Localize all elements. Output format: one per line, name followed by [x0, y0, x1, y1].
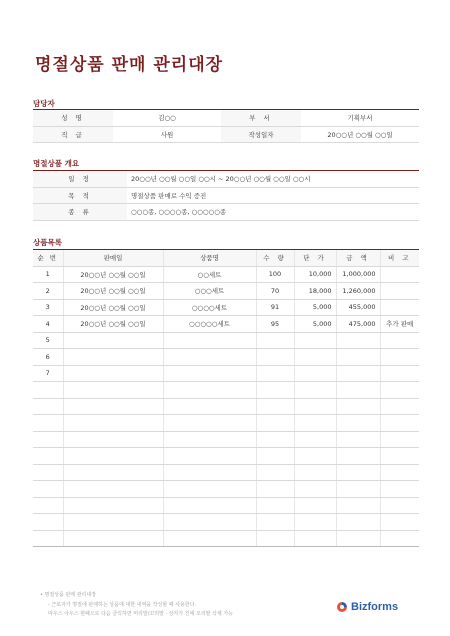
cell-remarks[interactable]: [380, 266, 419, 283]
cell-product-name[interactable]: ○○○세트: [163, 283, 256, 300]
cell-no[interactable]: [33, 431, 63, 448]
cell-sale-date[interactable]: [63, 382, 163, 399]
cell-remarks[interactable]: [380, 283, 419, 300]
cell-quantity[interactable]: [256, 382, 294, 399]
cell-amount[interactable]: [336, 448, 380, 465]
cell-quantity[interactable]: 100: [256, 266, 294, 283]
cell-quantity[interactable]: [256, 415, 294, 432]
cell-amount[interactable]: [336, 382, 380, 399]
cell-quantity[interactable]: [256, 514, 294, 531]
cell-amount[interactable]: [336, 497, 380, 514]
cell-unit-price[interactable]: [294, 464, 336, 481]
cell-sale-date[interactable]: [63, 448, 163, 465]
cell-product-name[interactable]: [163, 464, 256, 481]
cell-no[interactable]: [33, 398, 63, 415]
cell-unit-price[interactable]: 18,000: [294, 283, 336, 300]
cell-amount[interactable]: [336, 365, 380, 382]
table-row: [33, 514, 419, 531]
footer-note-title: • 명절상품 판매 관리대장: [40, 592, 97, 598]
cell-amount[interactable]: 1,260,000: [336, 283, 380, 300]
header-sale-date: 판매일: [63, 250, 163, 266]
manager-table: [33, 110, 419, 143]
cell-sale-date[interactable]: [63, 365, 163, 382]
page-title: 명절상품 판매 관리대장: [35, 55, 224, 75]
bizforms-logo-text: Bizforms: [351, 601, 399, 613]
date-value[interactable]: 20○○년 ○○월 ○○일: [301, 126, 419, 143]
table-row: [33, 349, 419, 366]
cell-amount[interactable]: 1,000,000: [336, 266, 380, 283]
name-value[interactable]: 김○○: [113, 110, 221, 126]
rank-value[interactable]: 사원: [113, 126, 221, 143]
cell-quantity[interactable]: [256, 530, 294, 547]
cell-quantity[interactable]: 70: [256, 283, 294, 300]
cell-quantity[interactable]: [256, 365, 294, 382]
cell-remarks[interactable]: [380, 398, 419, 415]
header-unit-price: 단 가: [294, 250, 336, 266]
cell-no[interactable]: 5: [33, 332, 63, 349]
cell-unit-price[interactable]: 5,000: [294, 316, 336, 333]
cell-unit-price[interactable]: [294, 530, 336, 547]
cell-product-name[interactable]: [163, 530, 256, 547]
cell-remarks[interactable]: [380, 481, 419, 498]
cell-amount[interactable]: [336, 464, 380, 481]
cell-remarks[interactable]: [380, 514, 419, 531]
cell-amount[interactable]: 455,000: [336, 299, 380, 316]
bizforms-logo-icon: [336, 601, 348, 613]
cell-remarks[interactable]: [380, 497, 419, 514]
type-value[interactable]: ○○○종, ○○○○종, ○○○○○종: [127, 204, 419, 221]
cell-amount[interactable]: [336, 514, 380, 531]
header-remarks: 비 고: [380, 250, 419, 266]
table-row: [33, 398, 419, 415]
cell-sale-date[interactable]: [63, 431, 163, 448]
products-section-label: 상품목록: [33, 238, 62, 247]
cell-unit-price[interactable]: 5,000: [294, 299, 336, 316]
cell-amount[interactable]: [336, 398, 380, 415]
cell-no[interactable]: 6: [33, 349, 63, 366]
cell-sale-date[interactable]: [63, 464, 163, 481]
cell-sale-date[interactable]: [63, 415, 163, 432]
cell-sale-date[interactable]: 20○○년 ○○월 ○○일: [63, 266, 163, 283]
cell-remarks[interactable]: [380, 349, 419, 366]
table-row: [33, 316, 419, 333]
table-row: [33, 332, 419, 349]
table-row: [33, 530, 419, 547]
cell-unit-price[interactable]: [294, 497, 336, 514]
table-row: [33, 415, 419, 432]
cell-product-name[interactable]: [163, 481, 256, 498]
dept-value[interactable]: 기획부서: [301, 110, 419, 126]
cell-product-name[interactable]: [163, 448, 256, 465]
cell-amount[interactable]: 475,000: [336, 316, 380, 333]
table-row: [33, 299, 419, 316]
cell-unit-price[interactable]: 10,000: [294, 266, 336, 283]
table-row: [33, 431, 419, 448]
cell-quantity[interactable]: [256, 332, 294, 349]
overview-section-label: 명절상품 개요: [33, 159, 80, 168]
cell-sale-date[interactable]: [63, 349, 163, 366]
cell-quantity[interactable]: [256, 398, 294, 415]
cell-product-name[interactable]: ○○○○○세트: [163, 316, 256, 333]
cell-no[interactable]: [33, 464, 63, 481]
overview-row: [33, 187, 419, 204]
header-product-name: 상품명: [163, 250, 256, 266]
cell-no[interactable]: 4: [33, 316, 63, 333]
cell-unit-price[interactable]: [294, 398, 336, 415]
cell-remarks[interactable]: [380, 382, 419, 399]
cell-amount[interactable]: [336, 530, 380, 547]
cell-no[interactable]: [33, 448, 63, 465]
cell-product-name[interactable]: ○○○○세트: [163, 299, 256, 316]
cell-unit-price[interactable]: [294, 382, 336, 399]
header-no: 순 번: [33, 250, 63, 266]
cell-sale-date[interactable]: [63, 398, 163, 415]
cell-remarks[interactable]: [380, 530, 419, 547]
cell-quantity[interactable]: [256, 481, 294, 498]
schedule-value[interactable]: 20○○년 ○○월 ○○일 ○○시 ~ 20○○년 ○○월 ○○일 ○○시: [127, 171, 419, 187]
cell-unit-price[interactable]: [294, 349, 336, 366]
cell-sale-date[interactable]: 20○○년 ○○월 ○○일: [63, 316, 163, 333]
cell-amount[interactable]: [336, 349, 380, 366]
cell-no[interactable]: [33, 497, 63, 514]
cell-product-name[interactable]: [163, 349, 256, 366]
cell-sale-date[interactable]: [63, 497, 163, 514]
cell-no[interactable]: 2: [33, 283, 63, 300]
manager-section-label: 담당자: [33, 99, 55, 108]
cell-sale-date[interactable]: [63, 514, 163, 531]
date-label: 작성일자: [221, 126, 301, 143]
cell-sale-date[interactable]: [63, 481, 163, 498]
footer-note-line: 마우스 아우스 현폐으로 다음 클릭하면 머리말/꼬리말 · 상자가 진에 꼬리말 삭제 가능: [48, 611, 233, 617]
overview-row: [33, 204, 419, 221]
overview-row: [33, 171, 419, 187]
table-row: [33, 283, 419, 300]
cell-no[interactable]: [33, 382, 63, 399]
schedule-label: 일 정: [33, 171, 127, 187]
cell-amount[interactable]: [336, 415, 380, 432]
cell-unit-price[interactable]: [294, 365, 336, 382]
cell-sale-date[interactable]: [63, 332, 163, 349]
type-label: 종 류: [33, 204, 127, 221]
table-row: [33, 464, 419, 481]
cell-unit-price[interactable]: [294, 332, 336, 349]
overview-table: [33, 171, 419, 221]
table-row: [33, 448, 419, 465]
cell-quantity[interactable]: 95: [256, 316, 294, 333]
cell-unit-price[interactable]: [294, 514, 336, 531]
cell-product-name[interactable]: [163, 332, 256, 349]
purpose-label: 목 적: [33, 187, 127, 204]
name-label: 성 명: [33, 110, 113, 126]
cell-product-name[interactable]: ○○세트: [163, 266, 256, 283]
manager-row: [33, 110, 419, 126]
cell-no[interactable]: [33, 514, 63, 531]
table-row: [33, 497, 419, 514]
cell-no[interactable]: 3: [33, 299, 63, 316]
cell-quantity[interactable]: [256, 464, 294, 481]
cell-amount[interactable]: [336, 431, 380, 448]
cell-product-name[interactable]: [163, 382, 256, 399]
cell-no[interactable]: [33, 481, 63, 498]
purpose-value[interactable]: 명절상품 판매로 수익 증진: [127, 187, 419, 204]
cell-quantity[interactable]: [256, 349, 294, 366]
cell-sale-date[interactable]: [63, 530, 163, 547]
cell-quantity[interactable]: 91: [256, 299, 294, 316]
cell-remarks[interactable]: [380, 415, 419, 432]
cell-no[interactable]: 7: [33, 365, 63, 382]
header-amount: 금 액: [336, 250, 380, 266]
bizforms-logo: [336, 601, 398, 613]
cell-unit-price[interactable]: [294, 481, 336, 498]
cell-remarks[interactable]: [380, 332, 419, 349]
cell-amount[interactable]: [336, 481, 380, 498]
products-table: [33, 250, 419, 547]
products-header-row: [33, 250, 419, 266]
footer-note-line: - 근로자가 명절에 판매하는 상품에 대한 내역을 작성할 때 사용한다.: [48, 602, 197, 608]
cell-remarks[interactable]: [380, 365, 419, 382]
cell-remarks[interactable]: [380, 448, 419, 465]
rank-label: 직 급: [33, 126, 113, 143]
cell-unit-price[interactable]: [294, 431, 336, 448]
table-row: [33, 266, 419, 283]
cell-no[interactable]: [33, 530, 63, 547]
cell-unit-price[interactable]: [294, 448, 336, 465]
dept-label: 부 서: [221, 110, 301, 126]
header-quantity: 수 량: [256, 250, 294, 266]
cell-unit-price[interactable]: [294, 415, 336, 432]
cell-product-name[interactable]: [163, 398, 256, 415]
cell-sale-date[interactable]: 20○○년 ○○월 ○○일: [63, 299, 163, 316]
cell-quantity[interactable]: [256, 497, 294, 514]
cell-sale-date[interactable]: 20○○년 ○○월 ○○일: [63, 283, 163, 300]
cell-amount[interactable]: [336, 332, 380, 349]
cell-product-name[interactable]: [163, 415, 256, 432]
cell-product-name[interactable]: [163, 514, 256, 531]
cell-product-name[interactable]: [163, 365, 256, 382]
manager-row: [33, 126, 419, 143]
cell-no[interactable]: 1: [33, 266, 63, 283]
cell-product-name[interactable]: [163, 431, 256, 448]
table-row: [33, 365, 419, 382]
cell-no[interactable]: [33, 415, 63, 432]
table-row: [33, 481, 419, 498]
cell-remarks[interactable]: [380, 464, 419, 481]
cell-remarks[interactable]: [380, 431, 419, 448]
cell-remarks[interactable]: [380, 299, 419, 316]
cell-quantity[interactable]: [256, 448, 294, 465]
cell-quantity[interactable]: [256, 431, 294, 448]
cell-remarks[interactable]: 추가 판매: [380, 316, 419, 333]
cell-product-name[interactable]: [163, 497, 256, 514]
table-row: [33, 382, 419, 399]
